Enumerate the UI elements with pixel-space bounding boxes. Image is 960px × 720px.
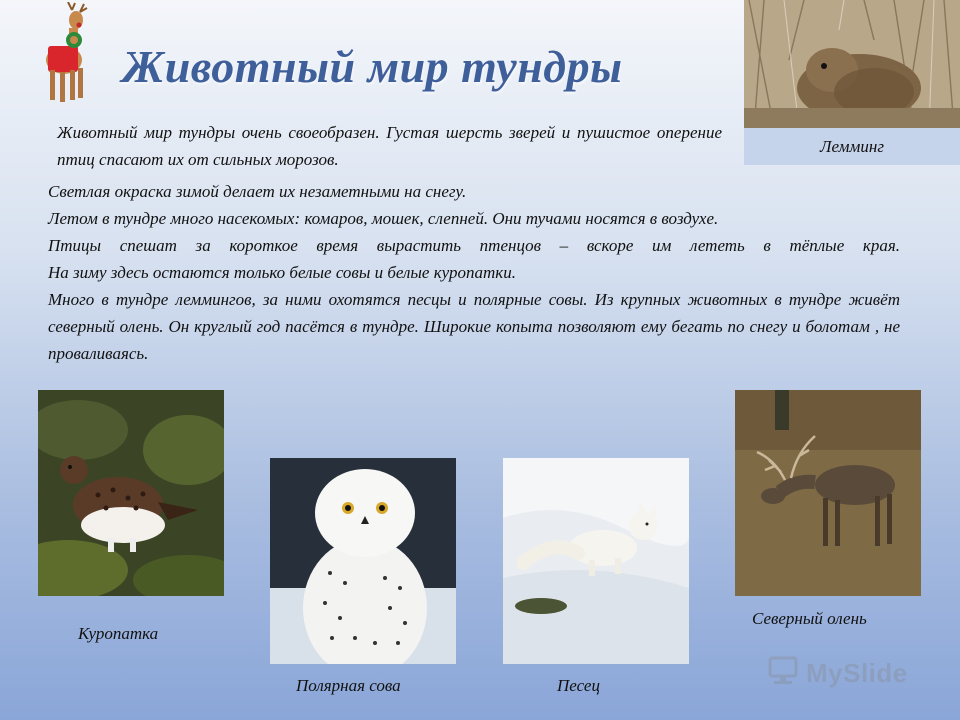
arctic-fox-photo [503,458,689,664]
lemming-photo [744,0,960,128]
snowy-owl-caption: Полярная сова [296,676,401,695]
reindeer-photo [735,390,921,596]
lemming-caption: Лемминг [744,128,960,165]
body-text [48,178,900,367]
logo-icon [768,656,800,691]
page-title: Животный мир тундры [122,41,623,92]
logo-text: MySlide [806,657,908,688]
intro-text: Животный мир тундры очень своеобразен. Густая шерсть зверей и пушистое оперение птиц спасают их от сильных морозов. [57,123,722,169]
paragraph: На зиму здесь остаются только белые совы и белые куропатки. [48,263,516,282]
ptarmigan-photo [38,390,224,596]
reindeer-decoration-icon [42,2,102,106]
paragraph: Светлая окраска зимой делает их незаметными на снегу. [48,182,467,201]
paragraph: Летом в тундре много насекомых: комаров, мошек, слепней. Они тучами носятся в воздухе. [48,209,719,228]
arctic-fox-caption: Песец [557,676,600,695]
watermark-logo [768,654,928,692]
paragraph: Много в тундре леммингов, за ними охотятся песцы и полярные совы. Из крупных животных в тундре живёт северный олень. Он круглый год пасётся в тундре. Широкие копыта позволяют ему бегать по снегу и болотам , не проваливаясь. [48,290,900,363]
paragraph: Птицы спешат за короткое время вырастить птенцов – вскоре им лететь в тёплые края. [48,236,900,255]
ptarmigan-caption: Куропатка [78,624,159,643]
reindeer-caption: Северный олень [752,609,867,628]
snowy-owl-photo [270,458,456,664]
